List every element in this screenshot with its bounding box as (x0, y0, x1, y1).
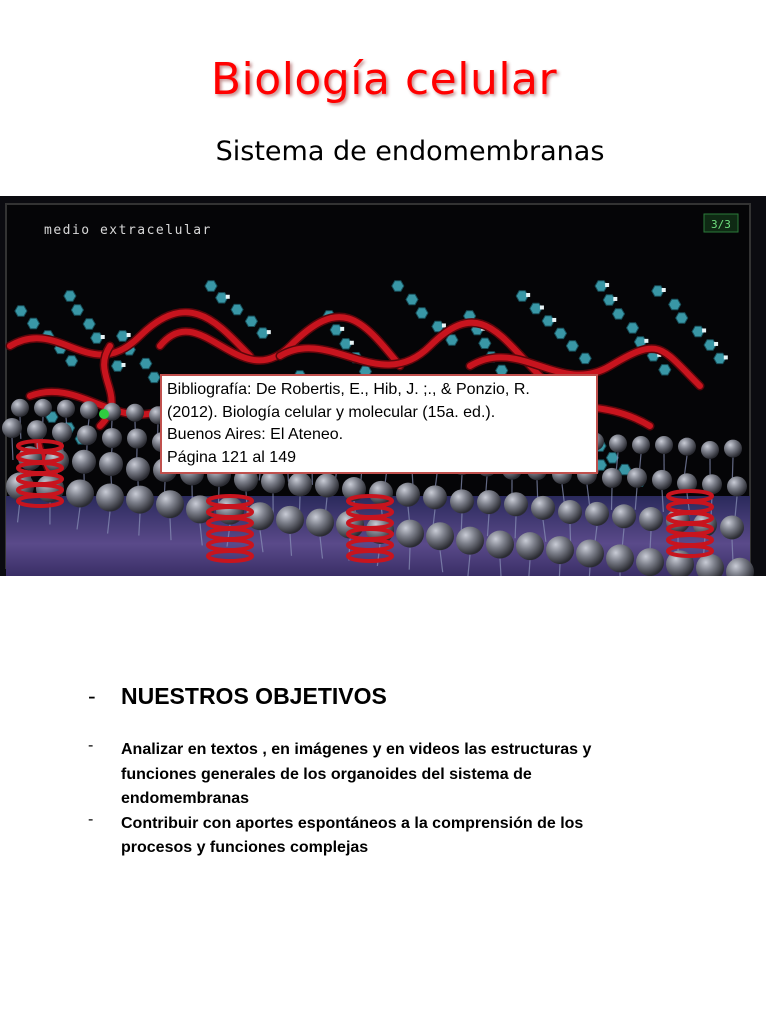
bibliography-box (160, 374, 598, 474)
bibliography-line: Buenos Aires: El Ateneo. (167, 426, 344, 443)
objective-item (88, 812, 648, 861)
bibliography-line: Bibliografía: De Robertis, E., Hib, J. ;., & Ponzio, R. (167, 381, 530, 398)
objectives-heading-text: NUESTROS OBJETIVOS (121, 683, 387, 709)
objective-line: Contribuir con aportes espontáneos a la comprensión de los (121, 814, 584, 832)
objective-line: Analizar en textos , en imágenes y en videos las estructuras y (121, 741, 592, 758)
figure-caption: medio extracelular (44, 223, 212, 238)
objective-item (88, 738, 648, 812)
bibliography-line: (2012). Biología celular y molecular (15a. ed.). (167, 403, 496, 421)
objective-line: procesos y funciones complejas (121, 839, 369, 856)
objectives-section (88, 680, 648, 861)
objective-line: endomembranas (121, 790, 250, 807)
bullet-dash: - (88, 683, 96, 709)
slide-title: Biología celular (210, 54, 558, 105)
objective-line: funciones generales de los organoides del sistema de (121, 765, 532, 783)
bullet-dash: - (88, 737, 94, 754)
slide-subtitle: Sistema de endomembranas (215, 136, 605, 167)
figure-page-indicator: 3/3 (711, 218, 731, 231)
bibliography-line: Página 121 al 149 (167, 448, 296, 466)
objectives-heading (88, 680, 648, 712)
objectives-list (88, 738, 648, 861)
bullet-dash: - (88, 810, 94, 828)
